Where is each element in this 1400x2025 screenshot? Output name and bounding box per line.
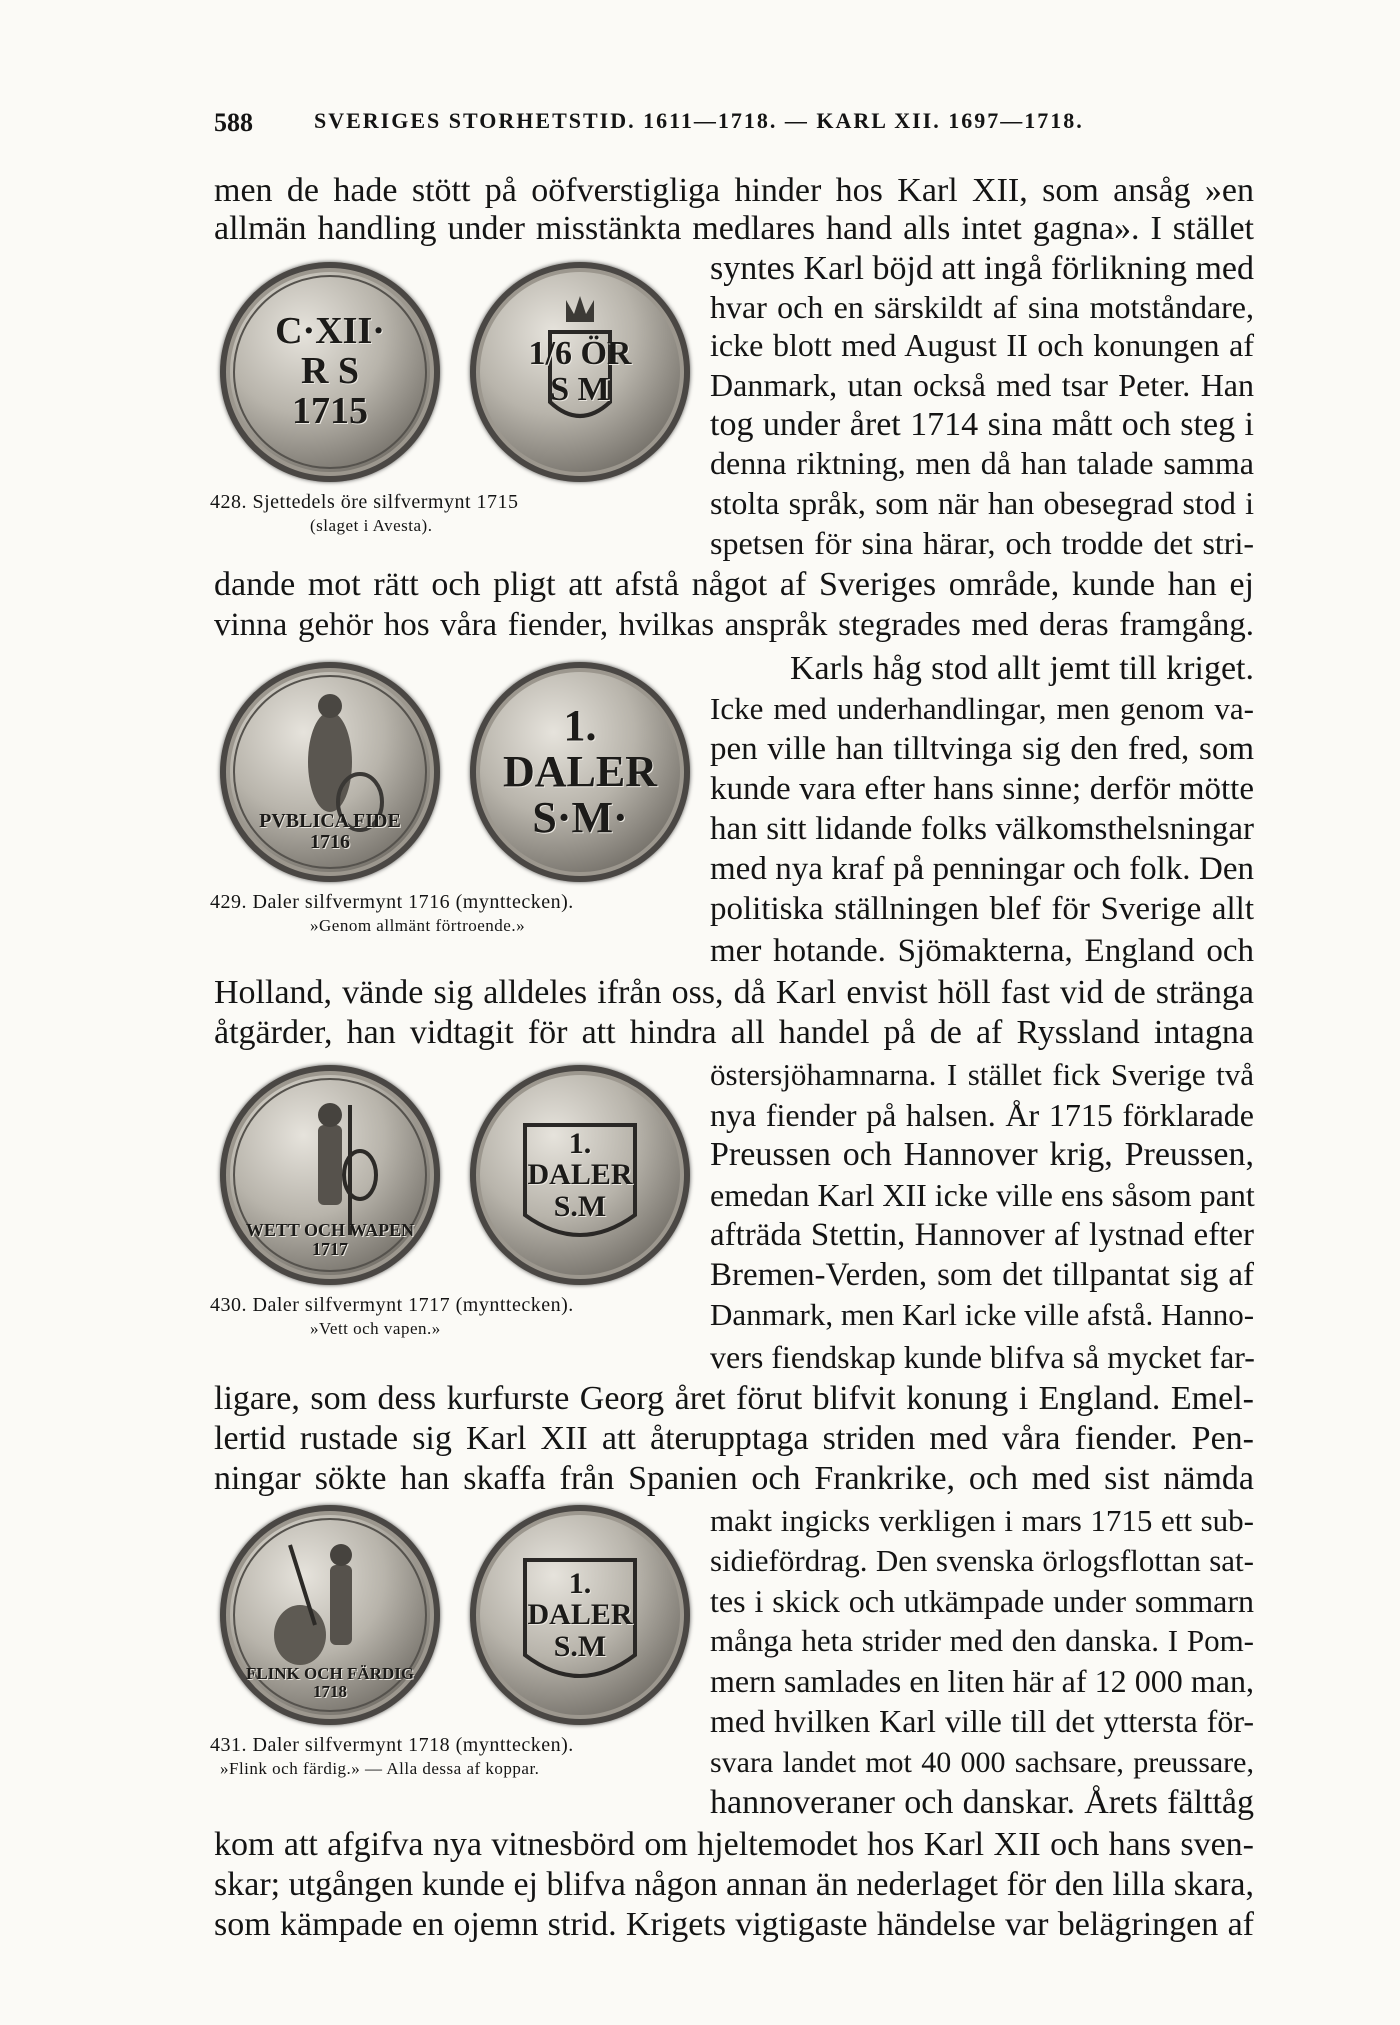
coin-inscription: 1/6 ÖR S M xyxy=(528,335,632,408)
text-line: Preussen och Hannover krig, Preussen, xyxy=(710,1136,1254,1173)
figure-caption: 430. Daler silfvermynt 1717 (mynttecken). xyxy=(210,1294,574,1316)
text-line: politiska ställningen blef för Sverige allt xyxy=(710,891,1254,927)
figure-caption-sub: (slaget i Avesta). xyxy=(310,516,433,535)
figure-428 xyxy=(210,262,700,538)
text-line: spetsen för sina härar, och trodde det stri- xyxy=(710,525,1254,561)
text-line: mern samlades en liten här af 12 000 man, xyxy=(710,1663,1254,1699)
text-line: hannoveraner och danskar. Årets fälttåg xyxy=(710,1784,1254,1821)
coin-obverse-1716 xyxy=(220,662,440,882)
text-line: Icke med underhandlingar, men genom va- xyxy=(710,691,1254,726)
coin-inscription: FLINK OCH FÄRDIG 1718 xyxy=(245,1663,415,1701)
text-line: skar; utgången kunde ej blifva någon annan än nederlaget för den lilla skara, xyxy=(214,1866,1254,1903)
figure-caption-sub: »Genom allmänt förtroende.» xyxy=(310,916,526,935)
text-line: vers fiendskap kunde blifva så mycket far- xyxy=(710,1339,1255,1375)
figure-431 xyxy=(210,1505,700,1781)
text-line: tes i skick och utkämpade under sommarn xyxy=(710,1583,1254,1619)
coin-inscription: PVBLICA FIDE 1716 xyxy=(259,810,401,853)
coin-obverse-1717 xyxy=(220,1065,440,1285)
figure-caption: 428. Sjettedels öre silfvermynt 1715 xyxy=(210,491,519,513)
figure-caption-sub: »Flink och färdig.» — Alla dessa af koppar. xyxy=(220,1759,540,1778)
text-line: många heta strider med den danska. I Pom- xyxy=(710,1623,1254,1658)
text-line: makt ingicks verkligen i mars 1715 ett sub- xyxy=(710,1503,1254,1538)
text-line: allmän handling under misstänkta medlares hand alls intet gagna». I stället xyxy=(214,210,1254,247)
text-line: kunde vara efter hans sinne; derför mötte xyxy=(710,771,1254,807)
figure-429 xyxy=(210,662,700,938)
coin-obverse-1718 xyxy=(220,1505,440,1725)
text-line: kom att afgifva nya vitnesbörd om hjeltemodet hos Karl XII och hans sven- xyxy=(214,1826,1254,1863)
text-line: Holland, vände sig alldeles ifrån oss, då Karl envist höll fast vid de stränga xyxy=(214,974,1254,1011)
text-line: tog under året 1714 sina mått och steg i xyxy=(710,406,1254,443)
text-line: Danmark, utan också med tsar Peter. Han xyxy=(710,367,1254,403)
figure-caption-sub: »Vett och vapen.» xyxy=(310,1319,441,1338)
text-line: svara landet mot 40 000 sachsare, preussare, xyxy=(710,1746,1254,1779)
coin-reverse-1716 xyxy=(470,662,690,882)
text-line: Bremen-Verden, som det tillpantat sig af xyxy=(710,1257,1254,1293)
running-title: SVERIGES STORHETSTID. 1611—1718. — KARL XII. 1697—1718. xyxy=(314,108,1084,133)
text-line: med nya kraf på penningar och folk. Den xyxy=(710,851,1254,887)
figure-caption: 431. Daler silfvermynt 1718 (mynttecken). xyxy=(210,1734,574,1756)
text-line: som kämpade en ojemn strid. Krigets vigtigaste händelse var belägringen af xyxy=(214,1906,1254,1943)
text-line: ningar sökte han skaffa från Spanien och Frankrike, och med sist nämda xyxy=(214,1460,1254,1497)
text-line: lertid rustade sig Karl XII att återupptaga striden med våra fiender. Pen- xyxy=(214,1420,1254,1457)
text-line: icke blott med August II och konungen af xyxy=(710,327,1254,363)
text-line: ligare, som dess kurfurste Georg året förut blifvit konung i England. Emel- xyxy=(214,1380,1254,1417)
text-line: med hvilken Karl ville till det yttersta för- xyxy=(710,1703,1254,1739)
text-line: men de hade stött på oöfverstigliga hinder hos Karl XII, som ansåg »en xyxy=(214,172,1254,209)
coin-inscription: WETT OCH WAPEN 1717 xyxy=(245,1220,415,1259)
text-line: syntes Karl böjd att ingå förlikning med xyxy=(710,250,1254,287)
page-number: 588 xyxy=(214,108,253,137)
text-line: nya fiender på halsen. År 1715 förklarade xyxy=(710,1097,1254,1133)
coin-inscription: 1. DALER S.M xyxy=(527,1566,633,1663)
text-line: Danmark, men Karl icke ville afstå. Hanno- xyxy=(710,1297,1255,1332)
coin-reverse-1717 xyxy=(470,1065,690,1285)
text-line: denna riktning, men då han talade samma xyxy=(710,445,1254,481)
text-line: åtgärder, han vidtagit för att hindra all handel på de af Ryssland intagna xyxy=(214,1014,1254,1051)
coin-obverse-1715 xyxy=(220,262,440,482)
text-line: vinna gehör hos våra fiender, hvilkas anspråk stegrades med deras framgång. xyxy=(214,607,1254,643)
coin-inscription: C·XII· R S 1715 xyxy=(275,310,385,432)
text-line: mer hotande. Sjömakterna, England och xyxy=(710,933,1254,969)
text-line: hvar och en särskildt af sina motståndare, xyxy=(710,289,1254,325)
figure-caption: 429. Daler silfvermynt 1716 (mynttecken). xyxy=(210,891,574,913)
figure-430 xyxy=(210,1065,700,1341)
running-header xyxy=(214,108,1254,138)
coin-inscription: 1. DALER S.M xyxy=(527,1126,633,1223)
text-line: dande mot rätt och pligt att afstå något af Sveriges område, kunde han ej xyxy=(214,566,1254,603)
text-line: sidiefördrag. Den svenska örlogsflottan sat- xyxy=(710,1543,1254,1578)
text-line: emedan Karl XII icke ville ens såsom pant xyxy=(710,1177,1255,1213)
text-line: han sitt lidande folks välkomsthelsningar xyxy=(710,811,1254,847)
coin-reverse-1718 xyxy=(470,1505,690,1725)
text-line: Karls håg stod allt jemt till kriget. xyxy=(790,650,1254,687)
text-line: stolta språk, som när han obesegrad stod i xyxy=(710,485,1254,521)
coin-inscription: 1. DALER S·M· xyxy=(502,700,658,843)
text-line: östersjöhamnarna. I stället fick Sverige två xyxy=(710,1057,1254,1092)
text-line: pen ville han tilltvinga sig den fred, som xyxy=(710,731,1254,767)
text-line: afträda Stettin, Hannover af lystnad efter xyxy=(710,1217,1254,1253)
coin-reverse-1715 xyxy=(470,262,690,482)
